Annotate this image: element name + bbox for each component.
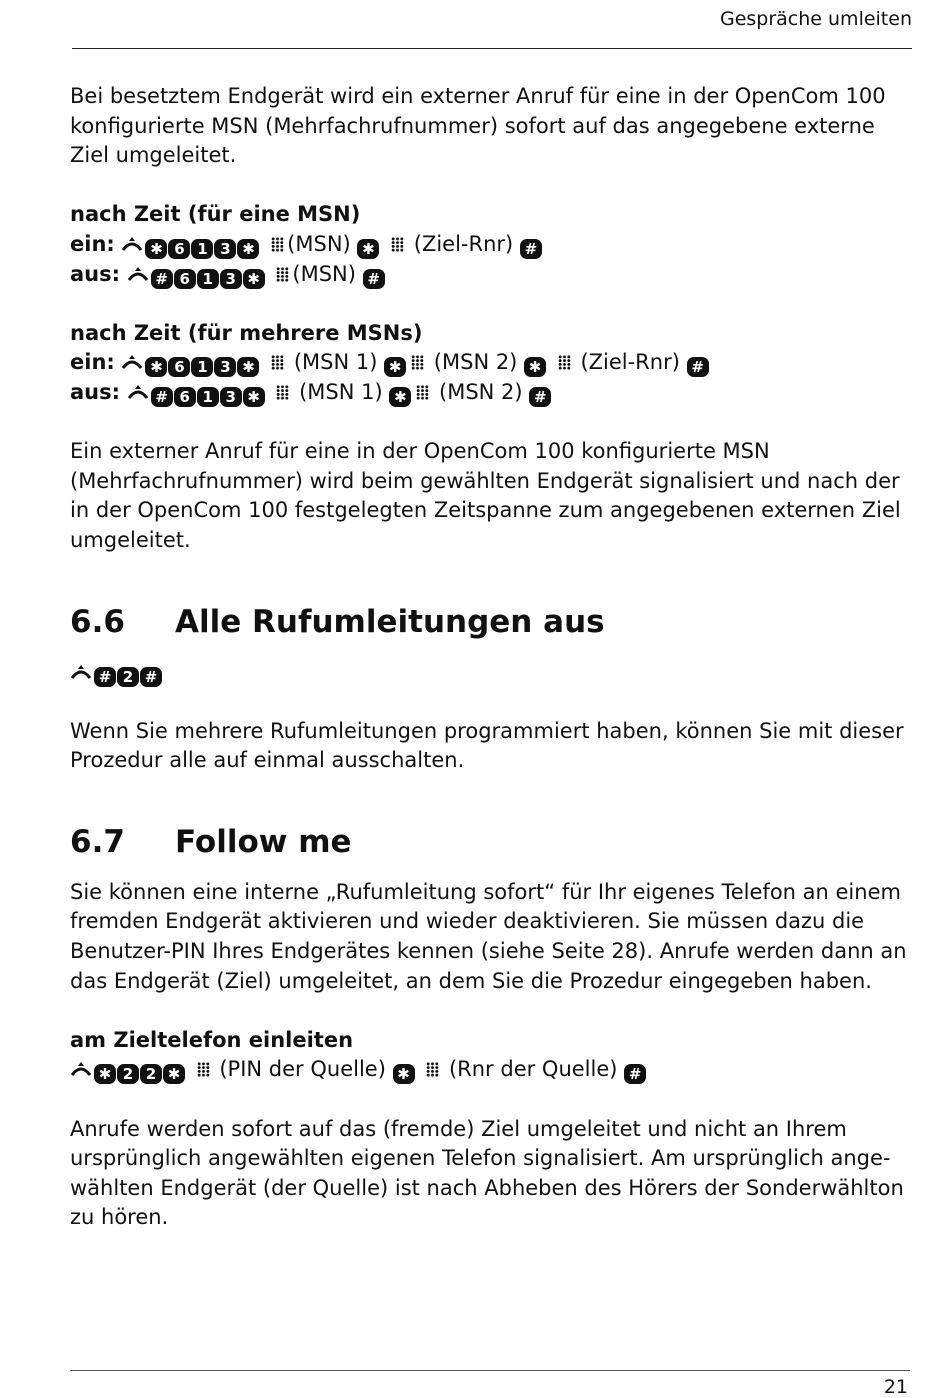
header-rule — [72, 48, 912, 49]
key-3: 3 — [214, 357, 236, 377]
msn-text: (MSN) — [287, 231, 351, 256]
section-heading-6-6 — [70, 600, 915, 644]
key-star: ✱ — [145, 239, 167, 259]
key-1: 1 — [191, 357, 213, 377]
page-content — [70, 82, 915, 1233]
paragraph-alle-aus: Wenn Sie mehrere Rufumleitungen programmiert haben, können Sie mit dieser Prozedur alle auf einmal ausschalten. — [70, 718, 904, 773]
key-2: 2 — [140, 1064, 162, 1084]
procedure-follow-me — [70, 1055, 915, 1085]
key-star: ✱ — [393, 1064, 415, 1084]
msn-text: (MSN) — [292, 261, 356, 286]
section-number: 6.6 — [70, 603, 125, 640]
key-star: ✱ — [237, 357, 259, 377]
keypad-icon — [426, 1062, 439, 1077]
aus-label: aus: — [70, 379, 121, 404]
key-1: 1 — [197, 269, 219, 289]
footer-rule — [70, 1370, 910, 1371]
ziel-text: (Ziel-Rnr) — [407, 231, 514, 256]
procedure-ein-single — [70, 230, 915, 260]
handset-lift-icon — [127, 383, 149, 401]
page-number: 21 — [883, 1376, 908, 1398]
keypad-icon — [271, 237, 284, 252]
section-title: Follow me — [175, 823, 352, 860]
heading-am-zieltelefon: am Zieltelefon einleiten — [70, 1027, 354, 1052]
key-star: ✱ — [145, 357, 167, 377]
key-3: 3 — [214, 239, 236, 259]
keypad-icon — [271, 355, 284, 370]
paragraph-besetzt: Bei besetztem Endgerät wird ein externer Anruf für eine in der OpenCom 100 konfigurierte MSN (Mehrfachrufnummer) sofort auf das angegebene externe Ziel umgeleitet. — [70, 84, 886, 168]
key-star: ✱ — [389, 387, 411, 407]
section-title: Alle Rufumleitungen aus — [175, 603, 605, 640]
msn2-text: (MSN 2) — [427, 350, 518, 375]
paragraph-extern-anruf: Ein externer Anruf für eine in der OpenCom 100 konfigurierte MSN (Mehrfachrufnummer) wird beim gewählten Endgerät signalisiert und nach der in der OpenCom 100 festgelegten Zeitspanne zum angegebenen externen Ziel umgeleitet. — [70, 439, 901, 552]
key-star: ✱ — [384, 357, 406, 377]
handset-lift-icon — [121, 235, 143, 253]
key-hash: # — [624, 1064, 646, 1084]
key-6: 6 — [168, 239, 190, 259]
key-star: ✱ — [94, 1064, 116, 1084]
key-1: 1 — [197, 387, 219, 407]
key-3: 3 — [220, 269, 242, 289]
procedure-alle-aus — [70, 658, 915, 688]
ziel-text: (Ziel-Rnr) — [573, 350, 680, 375]
msn1-text: (MSN 1) — [292, 379, 383, 404]
section-number: 6.7 — [70, 823, 125, 860]
key-hash: # — [520, 239, 542, 259]
key-hash: # — [151, 269, 173, 289]
key-1: 1 — [191, 239, 213, 259]
aus-label: aus: — [70, 261, 121, 286]
keypad-icon — [197, 1062, 210, 1077]
key-2: 2 — [117, 1064, 139, 1084]
keypad-icon — [391, 237, 404, 252]
key-star: ✱ — [163, 1064, 185, 1084]
ein-label: ein: — [70, 350, 115, 375]
ein-label: ein: — [70, 231, 115, 256]
key-star: ✱ — [357, 239, 379, 259]
paragraph-follow-me: Sie können eine interne „Rufumleitung sofort“ für Ihr eigenes Telefon an einem fremden Endgerät aktivieren und wieder deaktivieren. Sie müssen dazu die Benutzer-PIN Ihres Endgerätes kennen (siehe Seite 28). Anrufe werden dann an das Endgerät (Ziel) umgeleitet, an dem Sie die Prozedur eingegeben haben. — [70, 879, 907, 993]
keypad-icon — [276, 385, 289, 400]
key-3: 3 — [220, 387, 242, 407]
key-star: ✱ — [524, 357, 546, 377]
key-star: ✱ — [243, 387, 265, 407]
keypad-icon — [411, 355, 424, 370]
handset-lift-icon — [127, 265, 149, 283]
key-star: ✱ — [243, 269, 265, 289]
keypad-icon — [416, 385, 429, 400]
key-6: 6 — [168, 357, 190, 377]
procedure-ein-multi — [70, 348, 915, 378]
msn1-text: (MSN 1) — [287, 350, 378, 375]
key-hash: # — [151, 387, 173, 407]
msn2-text: (MSN 2) — [432, 379, 523, 404]
heading-nach-zeit-mehrere: nach Zeit (für mehrere MSNs) — [70, 320, 423, 345]
key-hash: # — [140, 667, 162, 687]
key-hash: # — [94, 667, 116, 687]
key-star: ✱ — [237, 239, 259, 259]
handset-lift-icon — [121, 353, 143, 371]
key-2: 2 — [117, 667, 139, 687]
paragraph-umleitung-quelle: Anrufe werden sofort auf das (fremde) Ziel umgeleitet und nicht an Ihrem ursprünglich angewählten eigenen Telefon signalisiert. Am ursprünglich angewählten Endgerät (der Quelle) ist nach Abheben des Hörers der Sonderwählton zu hören. — [70, 1116, 904, 1230]
key-hash: # — [687, 357, 709, 377]
pin-text: (PIN der Quelle) — [212, 1057, 386, 1082]
running-header: Gespräche umleiten — [719, 8, 912, 30]
handset-lift-icon — [70, 663, 92, 681]
key-6: 6 — [174, 269, 196, 289]
key-hash: # — [363, 269, 385, 289]
heading-nach-zeit: nach Zeit (für eine MSN) — [70, 202, 361, 227]
keypad-icon — [276, 267, 289, 282]
keypad-icon — [558, 355, 571, 370]
key-6: 6 — [174, 387, 196, 407]
procedure-aus-multi — [70, 378, 915, 408]
rnr-text: (Rnr der Quelle) — [442, 1057, 618, 1082]
handset-lift-icon — [70, 1060, 92, 1078]
section-heading-6-7 — [70, 820, 915, 864]
key-hash: # — [529, 387, 551, 407]
procedure-aus-single — [70, 260, 915, 290]
